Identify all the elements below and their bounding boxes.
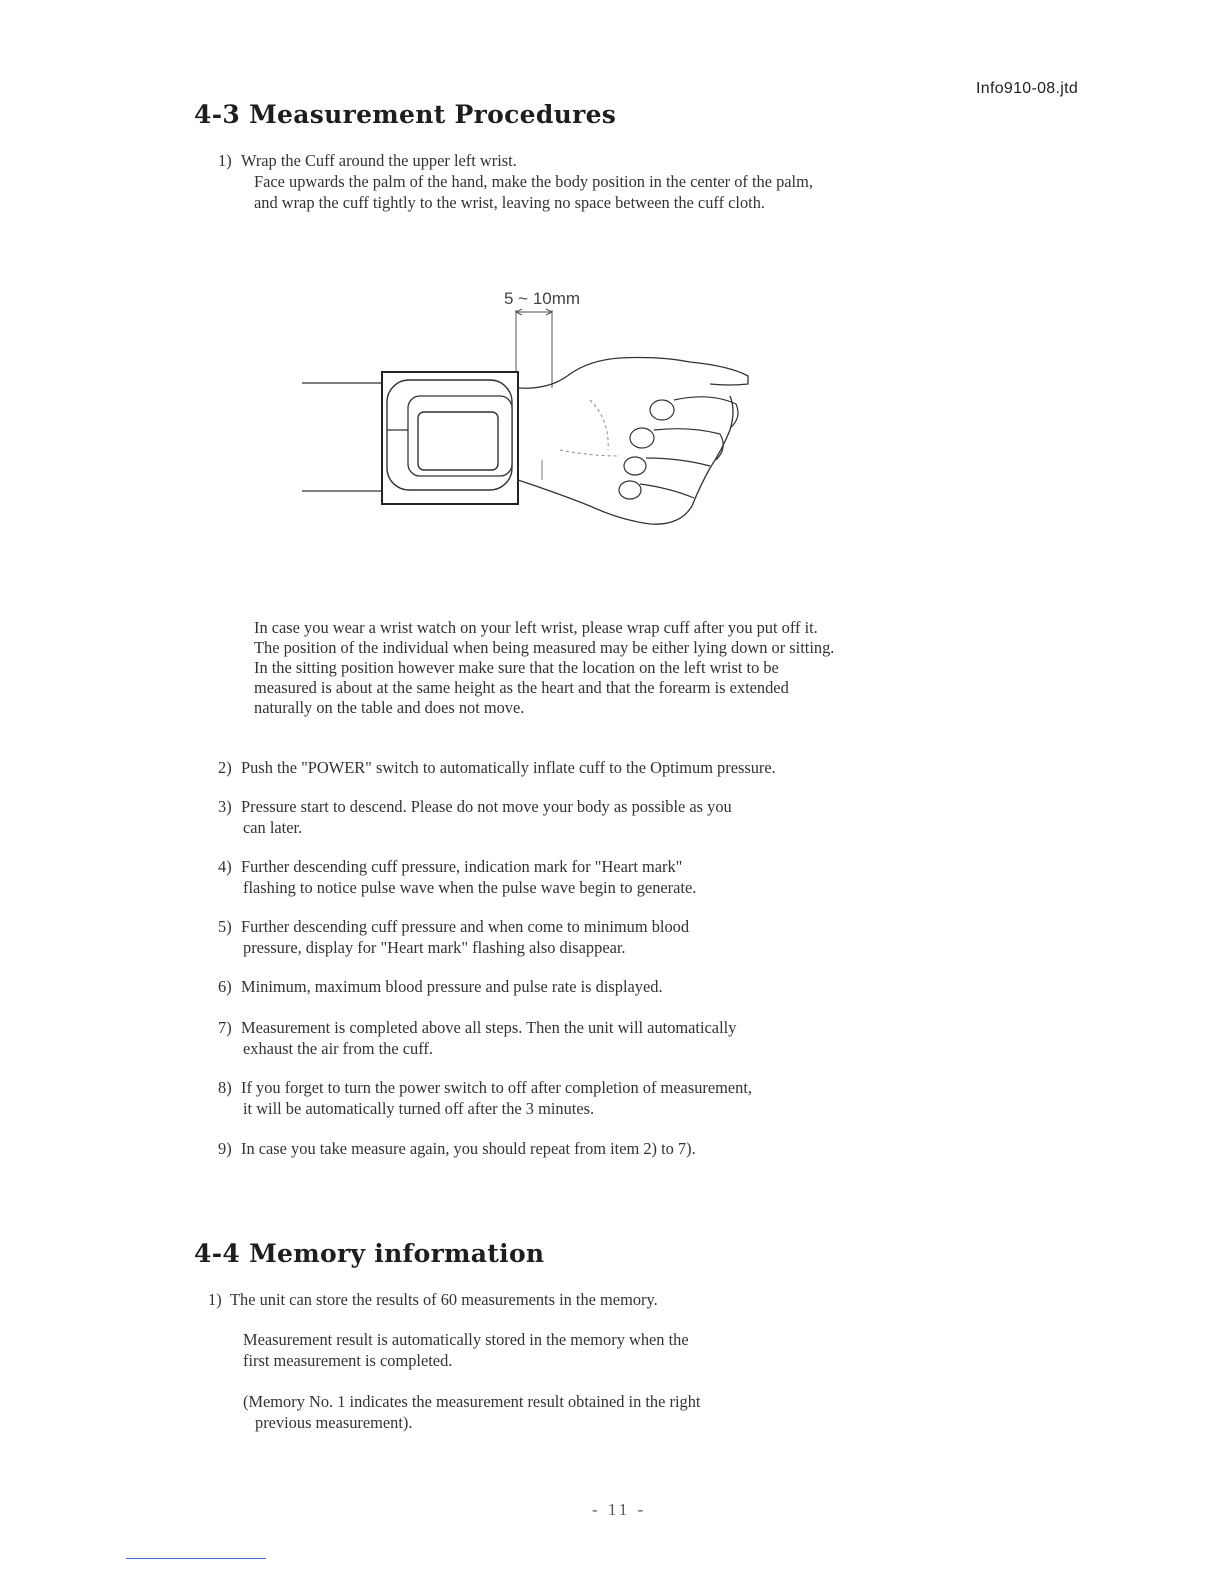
step-1-line-3: and wrap the cuff tightly to the wrist, leaving no space between the cuff cloth. xyxy=(254,193,765,212)
wrist-cuff-illustration xyxy=(290,280,770,540)
step-number: 5) xyxy=(218,917,232,936)
note-line-2: The position of the individual when being measured may be either lying down or sitting. xyxy=(254,638,835,657)
step-5-line-1: Further descending cuff pressure and when come to minimum blood xyxy=(241,917,690,936)
cuff-offset-dimension-label: 5 ~ 10mm xyxy=(504,289,581,308)
memory-para-2-line-1: (Memory No. 1 indicates the measurement result obtained in the right xyxy=(243,1392,701,1411)
step-number: 8) xyxy=(218,1078,232,1097)
step-7-line-1: Measurement is completed above all steps. Then the unit will automatically xyxy=(241,1018,737,1037)
step-5-line-2: pressure, display for "Heart mark" flashing also disappear. xyxy=(243,938,626,957)
step-6-line-1: Minimum, maximum blood pressure and pulse rate is displayed. xyxy=(241,977,663,996)
note-line-3: In the sitting position however make sure that the location on the left wrist to be xyxy=(254,658,779,677)
memory-para-1-line-2: first measurement is completed. xyxy=(243,1351,453,1370)
step-2-line-1: Push the "POWER" switch to automatically inflate cuff to the Optimum pressure. xyxy=(241,758,776,777)
document-file-id: Info910-08.jtd xyxy=(976,80,1079,97)
step-number: 6) xyxy=(218,977,232,996)
step-3-line-1: Pressure start to descend. Please do not move your body as possible as you xyxy=(241,797,732,816)
step-number: 4) xyxy=(218,857,232,876)
step-number: 3) xyxy=(218,797,232,816)
step-number: 2) xyxy=(218,758,232,777)
section-title-measurement-procedures: 4-3 Measurement Procedures xyxy=(194,100,617,129)
step-9-line-1: In case you take measure again, you should repeat from item 2) to 7). xyxy=(241,1139,696,1158)
note-line-4: measured is about at the same height as the heart and that the forearm is extended xyxy=(254,678,789,697)
page-number: - 11 - xyxy=(592,1500,647,1519)
step-4-line-2: flashing to notice pulse wave when the pulse wave begin to generate. xyxy=(243,878,697,897)
step-1-line-2: Face upwards the palm of the hand, make the body position in the center of the palm, xyxy=(254,172,813,191)
step-number: 7) xyxy=(218,1018,232,1037)
step-8-line-1: If you forget to turn the power switch to off after completion of measurement, xyxy=(241,1078,752,1097)
section-title-memory-information: 4-4 Memory information xyxy=(194,1239,545,1268)
memory-item-1-text: The unit can store the results of 60 measurements in the memory. xyxy=(230,1290,658,1309)
step-8-line-2: it will be automatically turned off after the 3 minutes. xyxy=(243,1099,595,1118)
step-7-line-2: exhaust the air from the cuff. xyxy=(243,1039,433,1058)
memory-para-1-line-1: Measurement result is automatically stored in the memory when the xyxy=(243,1330,689,1349)
note-line-5: naturally on the table and does not move. xyxy=(254,698,525,717)
step-3-line-2: can later. xyxy=(243,818,303,837)
step-number: 1) xyxy=(218,151,232,170)
memory-para-2-line-2: previous measurement). xyxy=(255,1413,413,1432)
wrist-cuff-drawing xyxy=(290,280,770,540)
step-4-line-1: Further descending cuff pressure, indication mark for "Heart mark" xyxy=(241,857,683,876)
step-number: 9) xyxy=(218,1139,232,1158)
memory-item-number: 1) xyxy=(208,1290,222,1309)
footer-divider xyxy=(126,1558,266,1559)
step-1-line-1: Wrap the Cuff around the upper left wrist. xyxy=(241,151,517,170)
note-line-1: In case you wear a wrist watch on your left wrist, please wrap cuff after you put off it. xyxy=(254,618,818,637)
